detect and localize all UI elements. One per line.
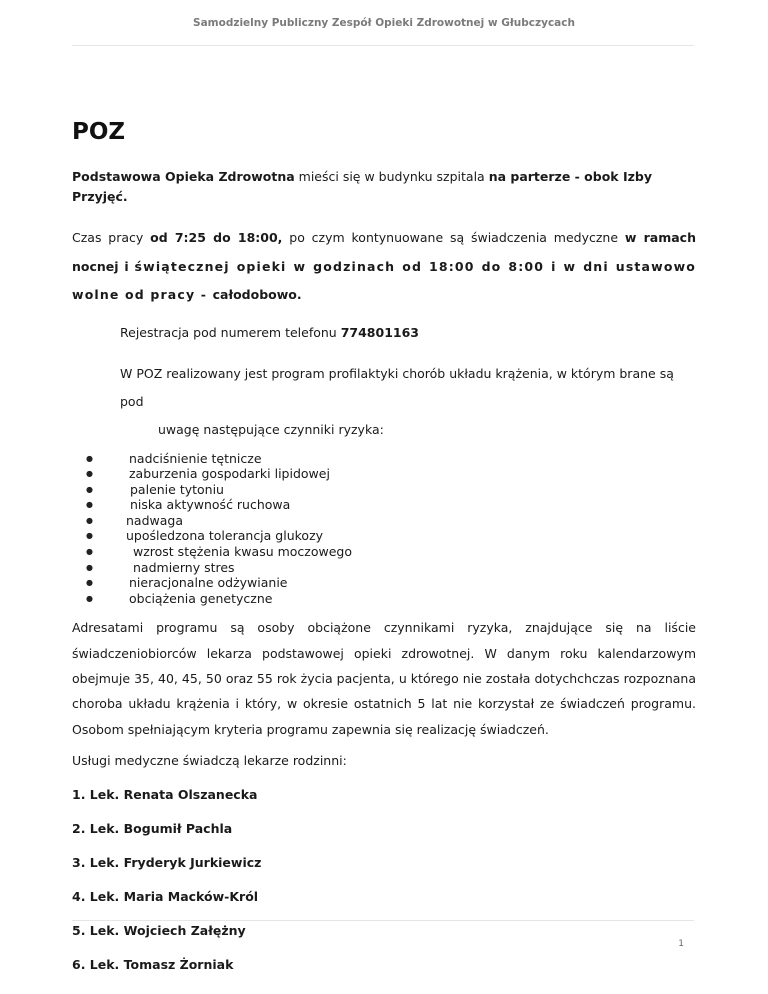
program-addressees-paragraph: Adresatami programu są osoby obciążone czynnikami ryzyka, znajdujące się na liście świadczeniobiorców lekarza podstawowej opieki zdrowotnej. W danym roku kalendarzowym obejmuje 35, 40, 45, 50 oraz 55 rok życia pacjenta, u którego nie została dotychchczas rozpoznana choroba układu krążenia i który, w okresie ostatnich 5 lat nie korzystał ze świadczeń programu. Osobom spełniającym kryteria programu zapewnia się realizację świadczeń. (72, 620, 696, 737)
bullet-icon: ● (86, 500, 93, 510)
list-item-text: obciążenia genetyczne (129, 590, 273, 606)
list-item-text: nadwaga (126, 512, 183, 528)
doctor-item: 3. Lek. Fryderyk Jurkiewicz (72, 854, 262, 870)
list-item-text: nieracjonalne odżywianie (129, 575, 288, 591)
page-title: POZ (72, 119, 126, 145)
working-hours-paragraph (72, 224, 696, 310)
list-item-text: wzrost stężenia kwasu moczowego (133, 544, 353, 560)
doctor-item: 5. Lek. Wojciech Załężny (72, 922, 246, 938)
bullet-icon: ● (86, 593, 93, 603)
registration-phone-paragraph (120, 323, 696, 343)
list-item (72, 528, 696, 544)
list-item-text: nadciśnienie tętnicze (129, 450, 262, 466)
bullet-icon: ● (86, 578, 93, 588)
services-intro: Usługi medyczne świadczą lekarze rodzinni: (72, 752, 347, 768)
hours-text-1: Czas pracy (72, 230, 151, 245)
hours-strong-1: od 7:25 do 18:00, (150, 230, 283, 245)
bullet-icon: ● (86, 453, 93, 463)
list-item (72, 513, 696, 529)
phone-number: 774801163 (340, 324, 419, 340)
program-line-2: uwagę następujące czynniki ryzyka: (158, 421, 384, 437)
hours-strong-4: całodobowo. (212, 287, 302, 302)
doctor-item: 6. Lek. Tomasz Żorniak (72, 956, 234, 972)
list-item (72, 466, 696, 482)
doctor-item: 4. Lek. Maria Macków-Król (72, 888, 259, 904)
bullet-icon: ● (86, 547, 93, 557)
bullet-icon: ● (86, 484, 93, 494)
list-item (72, 575, 696, 591)
location-strong-1: Podstawowa Opieka Zdrowotna (72, 169, 295, 184)
header-divider (72, 45, 694, 46)
list-item (72, 560, 696, 576)
hours-strong-2: w ramach nocnej i (72, 230, 696, 274)
list-item-text: upośledzona tolerancja glukozy (126, 528, 324, 544)
bullet-icon: ● (86, 469, 93, 479)
location-paragraph (72, 167, 696, 207)
page-number: 1 (678, 939, 684, 949)
list-item (72, 544, 696, 560)
page-header: Samodzielny Publiczny Zespół Opieki Zdrowotnej w Głubczycach (193, 17, 575, 29)
list-item (72, 591, 696, 607)
location-text: mieści się w budynku szpitala (294, 169, 489, 184)
list-item-text: nadmierny stres (133, 559, 235, 575)
hours-strong-3: świątecznej opieki w godzinach od 18:00 do 8:00 i w dni ustawowo wolne od pracy - (72, 258, 697, 302)
list-item (72, 451, 696, 467)
location-strong-2: na parterze - obok Izby Przyjęć. (72, 169, 652, 204)
bullet-icon: ● (86, 562, 93, 572)
footer-divider (72, 920, 694, 921)
doctor-item: 1. Lek. Renata Olszanecka (72, 786, 258, 802)
risk-factors-list (72, 451, 696, 607)
program-line-1: W POZ realizowany jest program profilaktyki chorób układu krążenia, w którym brane są pod (120, 365, 674, 409)
list-item (72, 482, 696, 498)
list-item-text: palenie tytoniu (130, 481, 224, 497)
list-item-text: zaburzenia gospodarki lipidowej (129, 466, 330, 482)
list-item (72, 497, 696, 513)
phone-label: Rejestracja pod numerem telefonu (120, 324, 341, 340)
document-body (72, 112, 696, 989)
hours-text-2: po czym kontynuowane są świadczenia medyczne (282, 230, 625, 245)
prevention-program-paragraph (120, 360, 696, 444)
doctor-item: 2. Lek. Bogumił Pachla (72, 820, 233, 836)
bullet-icon: ● (86, 531, 93, 541)
bullet-icon: ● (86, 515, 93, 525)
list-item-text: niska aktywność ruchowa (130, 497, 291, 513)
